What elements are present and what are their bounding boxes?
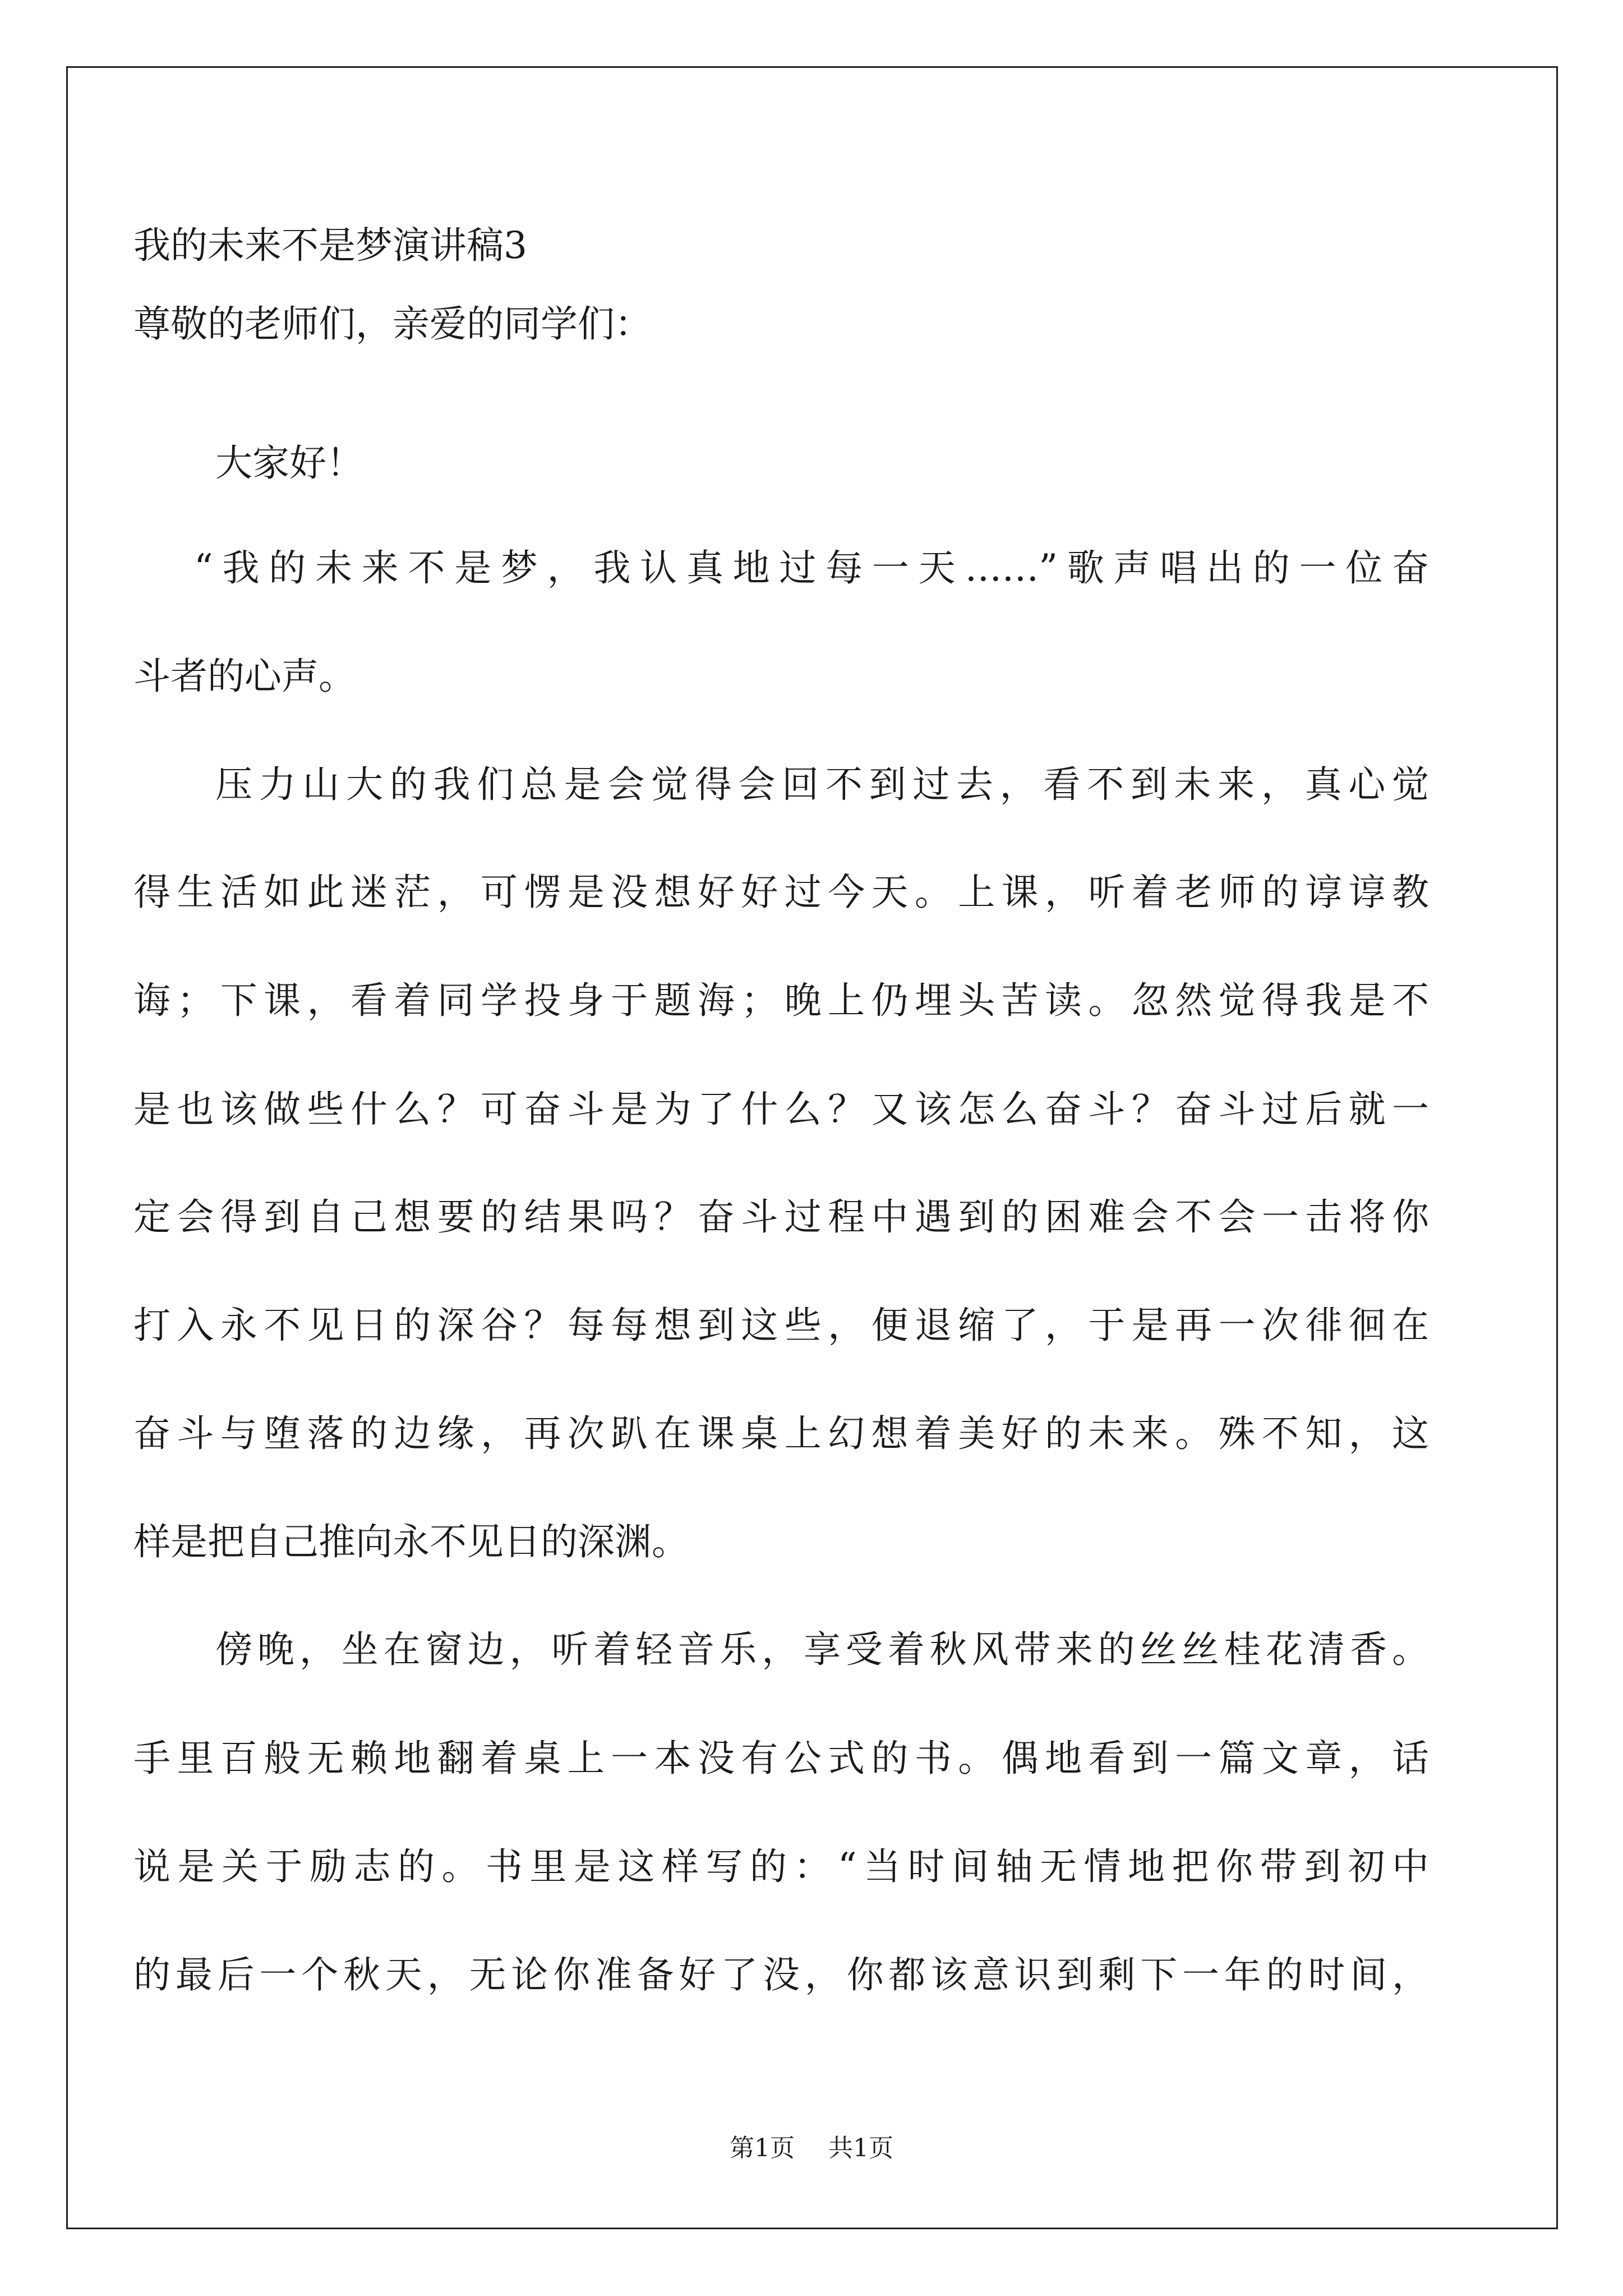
document-title: 我的未来不是梦演讲稿3 bbox=[133, 224, 527, 267]
salutation: 尊敬的老师们，亲爱的同学们： bbox=[133, 302, 652, 346]
paragraph-line: 诲；下课，看着同学投身于题海；晚上仍埋头苦读。忽然觉得我是不 bbox=[133, 979, 1429, 1022]
paragraph-line: 手里百般无赖地翻着桌上一本没有公式的书。偶地看到一篇文章，话 bbox=[133, 1737, 1429, 1780]
paragraph-line: “我的未来不是梦，我认真地过每一天……”歌声唱出的一位奋 bbox=[194, 546, 1429, 590]
page-total: 共1页 bbox=[828, 2134, 893, 2162]
paragraph-line: 压力山大的我们总是会觉得会回不到过去，看不到未来，真心觉 bbox=[215, 763, 1429, 806]
paragraph-line: 说是关于励志的。书里是这样写的：“当时间轴无情地把你带到初中 bbox=[133, 1845, 1429, 1888]
paragraph-line: 奋斗与堕落的边缘，再次趴在课桌上幻想着美好的未来。殊不知，这 bbox=[133, 1412, 1429, 1455]
page-footer bbox=[0, 2136, 1623, 2161]
paragraph-line: 的最后一个秋天，无论你准备好了没，你都该意识到剩下一年的时间， bbox=[133, 1953, 1429, 1996]
page-border bbox=[66, 66, 1558, 2229]
paragraph-line: 打入永不见日的深谷？每每想到这些，便退缩了，于是再一次徘徊在 bbox=[133, 1304, 1429, 1347]
paragraph-line: 傍晚，坐在窗边，听着轻音乐，享受着秋风带来的丝丝桂花清香。 bbox=[215, 1628, 1429, 1671]
paragraph-line: 斗者的心声。 bbox=[133, 655, 356, 698]
paragraph-line: 得生活如此迷茫，可愣是没想好好过今天。上课，听着老师的谆谆教 bbox=[133, 871, 1429, 914]
paragraph-line: 定会得到自己想要的结果吗？奋斗过程中遇到的困难会不会一击将你 bbox=[133, 1195, 1429, 1239]
page-number: 第1页 bbox=[730, 2134, 795, 2162]
paragraph-line: 是也该做些什么？可奋斗是为了什么？又该怎么奋斗？奋斗过后就一 bbox=[133, 1088, 1429, 1131]
paragraph-line: 样是把自己推向永不见日的深渊。 bbox=[133, 1520, 689, 1563]
greeting: 大家好！ bbox=[215, 441, 363, 485]
